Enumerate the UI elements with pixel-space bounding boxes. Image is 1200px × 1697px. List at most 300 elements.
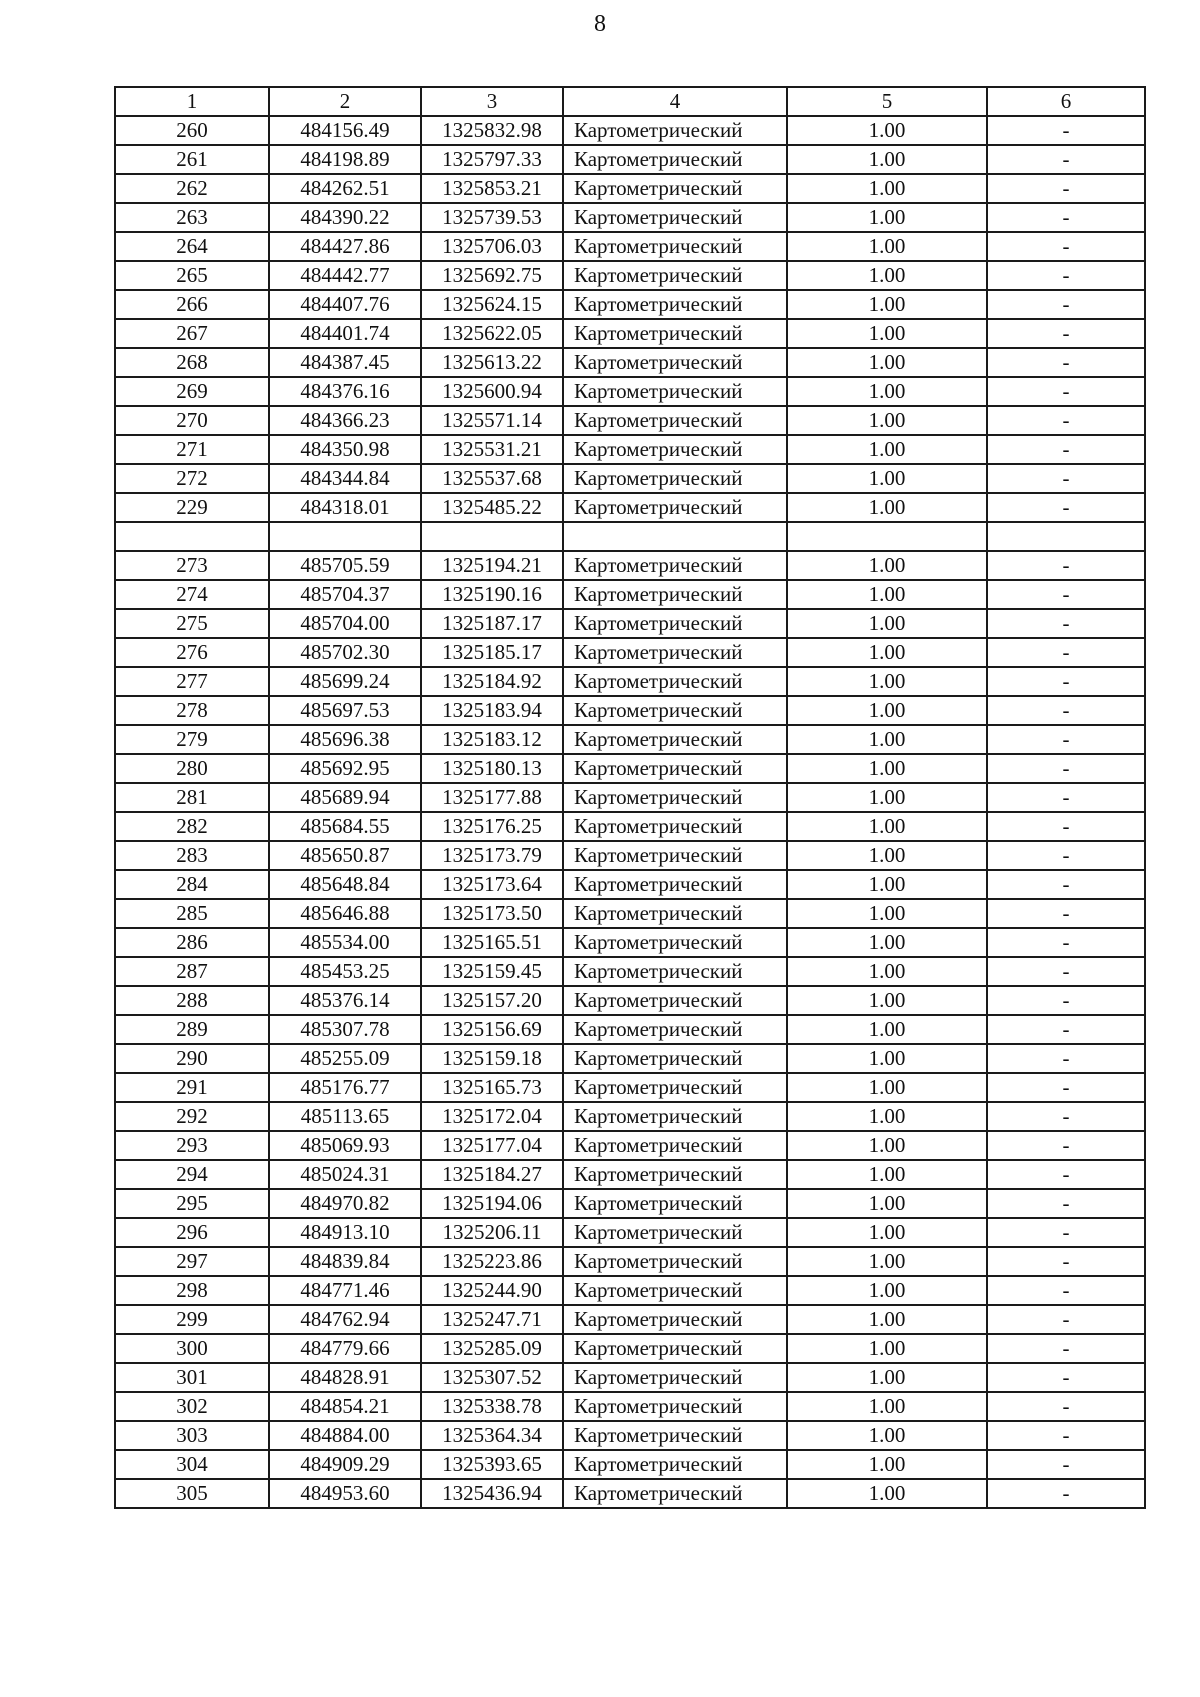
table-row — [115, 725, 1145, 754]
point-number-cell: 291 — [115, 1073, 269, 1102]
table-row — [115, 1363, 1145, 1392]
table-row — [115, 1305, 1145, 1334]
point-number-cell: 297 — [115, 1247, 269, 1276]
y-coordinate-cell — [421, 522, 563, 551]
y-coordinate-cell: 1325247.71 — [421, 1305, 563, 1334]
table-body — [115, 116, 1145, 1508]
method-cell: Картометрический — [563, 551, 787, 580]
y-coordinate-cell: 1325706.03 — [421, 232, 563, 261]
note-cell: - — [987, 1102, 1145, 1131]
point-number-cell: 304 — [115, 1450, 269, 1479]
table-row — [115, 783, 1145, 812]
point-number-cell: 295 — [115, 1189, 269, 1218]
y-coordinate-cell: 1325157.20 — [421, 986, 563, 1015]
y-coordinate-cell: 1325190.16 — [421, 580, 563, 609]
point-number-cell: 299 — [115, 1305, 269, 1334]
x-coordinate-cell: 484828.91 — [269, 1363, 421, 1392]
method-cell: Картометрический — [563, 145, 787, 174]
note-cell: - — [987, 1044, 1145, 1073]
method-cell: Картометрический — [563, 406, 787, 435]
x-coordinate-cell: 485176.77 — [269, 1073, 421, 1102]
y-coordinate-cell: 1325156.69 — [421, 1015, 563, 1044]
x-coordinate-cell: 485705.59 — [269, 551, 421, 580]
y-coordinate-cell: 1325692.75 — [421, 261, 563, 290]
y-coordinate-cell: 1325531.21 — [421, 435, 563, 464]
page-number: 8 — [594, 11, 606, 37]
table-row — [115, 203, 1145, 232]
accuracy-cell: 1.00 — [787, 348, 987, 377]
point-number-cell: 273 — [115, 551, 269, 580]
method-cell: Картометрический — [563, 1189, 787, 1218]
table-row — [115, 609, 1145, 638]
accuracy-cell: 1.00 — [787, 928, 987, 957]
method-cell: Картометрический — [563, 435, 787, 464]
note-cell: - — [987, 928, 1145, 957]
point-number-cell: 262 — [115, 174, 269, 203]
header-cell-6: 6 — [987, 87, 1145, 116]
x-coordinate-cell: 484387.45 — [269, 348, 421, 377]
point-number-cell: 263 — [115, 203, 269, 232]
y-coordinate-cell: 1325624.15 — [421, 290, 563, 319]
table-row — [115, 957, 1145, 986]
point-number-cell: 271 — [115, 435, 269, 464]
accuracy-cell: 1.00 — [787, 725, 987, 754]
note-cell: - — [987, 1305, 1145, 1334]
accuracy-cell: 1.00 — [787, 580, 987, 609]
note-cell: - — [987, 1421, 1145, 1450]
table-row — [115, 232, 1145, 261]
point-number-cell: 265 — [115, 261, 269, 290]
note-cell: - — [987, 1160, 1145, 1189]
accuracy-cell: 1.00 — [787, 870, 987, 899]
x-coordinate-cell: 485648.84 — [269, 870, 421, 899]
method-cell: Картометрический — [563, 1073, 787, 1102]
method-cell: Картометрический — [563, 1102, 787, 1131]
point-number-cell: 293 — [115, 1131, 269, 1160]
x-coordinate-cell: 484156.49 — [269, 116, 421, 145]
note-cell: - — [987, 1392, 1145, 1421]
table-row — [115, 290, 1145, 319]
accuracy-cell: 1.00 — [787, 696, 987, 725]
method-cell: Картометрический — [563, 1305, 787, 1334]
y-coordinate-cell: 1325571.14 — [421, 406, 563, 435]
x-coordinate-cell: 484771.46 — [269, 1276, 421, 1305]
accuracy-cell: 1.00 — [787, 232, 987, 261]
accuracy-cell: 1.00 — [787, 1044, 987, 1073]
note-cell: - — [987, 783, 1145, 812]
x-coordinate-cell: 485307.78 — [269, 1015, 421, 1044]
y-coordinate-cell: 1325537.68 — [421, 464, 563, 493]
point-number-cell: 294 — [115, 1160, 269, 1189]
point-number-cell: 277 — [115, 667, 269, 696]
accuracy-cell: 1.00 — [787, 1247, 987, 1276]
point-number-cell: 272 — [115, 464, 269, 493]
method-cell: Картометрический — [563, 1276, 787, 1305]
method-cell: Картометрический — [563, 174, 787, 203]
y-coordinate-cell: 1325832.98 — [421, 116, 563, 145]
note-cell: - — [987, 609, 1145, 638]
point-number-cell: 285 — [115, 899, 269, 928]
table-row — [115, 812, 1145, 841]
method-cell: Картометрический — [563, 870, 787, 899]
x-coordinate-cell: 484762.94 — [269, 1305, 421, 1334]
table-row — [115, 1160, 1145, 1189]
x-coordinate-cell: 485692.95 — [269, 754, 421, 783]
table-header — [115, 87, 1145, 116]
accuracy-cell: 1.00 — [787, 609, 987, 638]
coordinates-table — [114, 86, 1146, 1509]
y-coordinate-cell: 1325206.11 — [421, 1218, 563, 1247]
method-cell: Картометрический — [563, 957, 787, 986]
table-row — [115, 1450, 1145, 1479]
method-cell: Картометрический — [563, 348, 787, 377]
method-cell: Картометрический — [563, 1160, 787, 1189]
accuracy-cell: 1.00 — [787, 493, 987, 522]
table-row — [115, 435, 1145, 464]
note-cell: - — [987, 1479, 1145, 1508]
accuracy-cell: 1.00 — [787, 1102, 987, 1131]
x-coordinate-cell: 484366.23 — [269, 406, 421, 435]
table-row — [115, 464, 1145, 493]
method-cell: Картометрический — [563, 493, 787, 522]
point-number-cell: 281 — [115, 783, 269, 812]
note-cell: - — [987, 1131, 1145, 1160]
note-cell: - — [987, 435, 1145, 464]
header-cell-5: 5 — [787, 87, 987, 116]
accuracy-cell: 1.00 — [787, 667, 987, 696]
table-row — [115, 1044, 1145, 1073]
point-number-cell: 264 — [115, 232, 269, 261]
accuracy-cell: 1.00 — [787, 754, 987, 783]
x-coordinate-cell — [269, 522, 421, 551]
method-cell: Картометрический — [563, 261, 787, 290]
y-coordinate-cell: 1325183.12 — [421, 725, 563, 754]
point-number-cell: 266 — [115, 290, 269, 319]
method-cell: Картометрический — [563, 638, 787, 667]
point-number-cell: 279 — [115, 725, 269, 754]
x-coordinate-cell: 485069.93 — [269, 1131, 421, 1160]
x-coordinate-cell: 485534.00 — [269, 928, 421, 957]
accuracy-cell: 1.00 — [787, 986, 987, 1015]
table-row — [115, 696, 1145, 725]
accuracy-cell: 1.00 — [787, 1131, 987, 1160]
table-row — [115, 754, 1145, 783]
note-cell: - — [987, 1247, 1145, 1276]
point-number-cell: 298 — [115, 1276, 269, 1305]
table-row — [115, 841, 1145, 870]
accuracy-cell: 1.00 — [787, 319, 987, 348]
accuracy-cell: 1.00 — [787, 174, 987, 203]
y-coordinate-cell: 1325307.52 — [421, 1363, 563, 1392]
y-coordinate-cell: 1325173.50 — [421, 899, 563, 928]
method-cell: Картометрический — [563, 1363, 787, 1392]
accuracy-cell: 1.00 — [787, 203, 987, 232]
table-row — [115, 551, 1145, 580]
accuracy-cell: 1.00 — [787, 406, 987, 435]
x-coordinate-cell: 485696.38 — [269, 725, 421, 754]
point-number-cell: 296 — [115, 1218, 269, 1247]
accuracy-cell: 1.00 — [787, 1160, 987, 1189]
method-cell: Картометрический — [563, 1218, 787, 1247]
header-cell-1: 1 — [115, 87, 269, 116]
y-coordinate-cell: 1325173.79 — [421, 841, 563, 870]
point-number-cell: 292 — [115, 1102, 269, 1131]
accuracy-cell: 1.00 — [787, 1305, 987, 1334]
note-cell: - — [987, 841, 1145, 870]
table-row — [115, 1189, 1145, 1218]
table-row — [115, 899, 1145, 928]
y-coordinate-cell: 1325853.21 — [421, 174, 563, 203]
method-cell: Картометрический — [563, 754, 787, 783]
note-cell: - — [987, 899, 1145, 928]
y-coordinate-cell: 1325177.04 — [421, 1131, 563, 1160]
accuracy-cell: 1.00 — [787, 783, 987, 812]
note-cell: - — [987, 232, 1145, 261]
point-number-cell: 284 — [115, 870, 269, 899]
point-number-cell: 278 — [115, 696, 269, 725]
table-row — [115, 870, 1145, 899]
method-cell: Картометрический — [563, 203, 787, 232]
x-coordinate-cell: 484350.98 — [269, 435, 421, 464]
point-number-cell: 289 — [115, 1015, 269, 1044]
point-number-cell: 267 — [115, 319, 269, 348]
method-cell: Картометрический — [563, 1247, 787, 1276]
point-number-cell: 305 — [115, 1479, 269, 1508]
accuracy-cell: 1.00 — [787, 145, 987, 174]
table-row — [115, 638, 1145, 667]
accuracy-cell: 1.00 — [787, 841, 987, 870]
note-cell: - — [987, 406, 1145, 435]
y-coordinate-cell: 1325244.90 — [421, 1276, 563, 1305]
table-row — [115, 1421, 1145, 1450]
y-coordinate-cell: 1325285.09 — [421, 1334, 563, 1363]
point-number-cell: 290 — [115, 1044, 269, 1073]
accuracy-cell: 1.00 — [787, 1479, 987, 1508]
x-coordinate-cell: 484854.21 — [269, 1392, 421, 1421]
method-cell: Картометрический — [563, 725, 787, 754]
table-row — [115, 1131, 1145, 1160]
x-coordinate-cell: 485699.24 — [269, 667, 421, 696]
point-number-cell: 261 — [115, 145, 269, 174]
accuracy-cell: 1.00 — [787, 1073, 987, 1102]
method-cell: Картометрический — [563, 696, 787, 725]
table-row — [115, 348, 1145, 377]
point-number-cell: 301 — [115, 1363, 269, 1392]
method-cell: Картометрический — [563, 812, 787, 841]
note-cell: - — [987, 1218, 1145, 1247]
note-cell: - — [987, 986, 1145, 1015]
point-number-cell: 288 — [115, 986, 269, 1015]
point-number-cell: 229 — [115, 493, 269, 522]
y-coordinate-cell: 1325194.06 — [421, 1189, 563, 1218]
accuracy-cell: 1.00 — [787, 290, 987, 319]
y-coordinate-cell: 1325194.21 — [421, 551, 563, 580]
accuracy-cell: 1.00 — [787, 464, 987, 493]
y-coordinate-cell: 1325364.34 — [421, 1421, 563, 1450]
method-cell: Картометрический — [563, 1131, 787, 1160]
x-coordinate-cell: 484953.60 — [269, 1479, 421, 1508]
y-coordinate-cell: 1325613.22 — [421, 348, 563, 377]
x-coordinate-cell: 485650.87 — [269, 841, 421, 870]
method-cell: Картометрический — [563, 1392, 787, 1421]
note-cell: - — [987, 812, 1145, 841]
accuracy-cell: 1.00 — [787, 957, 987, 986]
x-coordinate-cell: 485702.30 — [269, 638, 421, 667]
x-coordinate-cell: 484427.86 — [269, 232, 421, 261]
point-number-cell: 282 — [115, 812, 269, 841]
x-coordinate-cell: 484318.01 — [269, 493, 421, 522]
y-coordinate-cell: 1325393.65 — [421, 1450, 563, 1479]
table-row — [115, 493, 1145, 522]
y-coordinate-cell: 1325436.94 — [421, 1479, 563, 1508]
x-coordinate-cell: 484884.00 — [269, 1421, 421, 1450]
method-cell: Картометрический — [563, 580, 787, 609]
y-coordinate-cell: 1325223.86 — [421, 1247, 563, 1276]
x-coordinate-cell: 485376.14 — [269, 986, 421, 1015]
point-number-cell: 274 — [115, 580, 269, 609]
method-cell: Картометрический — [563, 1421, 787, 1450]
point-number-cell: 269 — [115, 377, 269, 406]
table-row — [115, 1479, 1145, 1508]
point-number-cell — [115, 522, 269, 551]
method-cell: Картометрический — [563, 377, 787, 406]
point-number-cell: 303 — [115, 1421, 269, 1450]
accuracy-cell: 1.00 — [787, 1015, 987, 1044]
accuracy-cell: 1.00 — [787, 1363, 987, 1392]
y-coordinate-cell: 1325622.05 — [421, 319, 563, 348]
method-cell: Картометрический — [563, 783, 787, 812]
table-row — [115, 319, 1145, 348]
header-row — [115, 87, 1145, 116]
x-coordinate-cell: 484407.76 — [269, 290, 421, 319]
header-cell-2: 2 — [269, 87, 421, 116]
method-cell: Картометрический — [563, 1334, 787, 1363]
y-coordinate-cell: 1325159.18 — [421, 1044, 563, 1073]
note-cell: - — [987, 1450, 1145, 1479]
y-coordinate-cell: 1325173.64 — [421, 870, 563, 899]
table-row — [115, 1102, 1145, 1131]
note-cell: - — [987, 725, 1145, 754]
y-coordinate-cell: 1325176.25 — [421, 812, 563, 841]
accuracy-cell: 1.00 — [787, 435, 987, 464]
note-cell: - — [987, 203, 1145, 232]
x-coordinate-cell: 484442.77 — [269, 261, 421, 290]
method-cell: Картометрический — [563, 667, 787, 696]
note-cell: - — [987, 145, 1145, 174]
x-coordinate-cell: 485255.09 — [269, 1044, 421, 1073]
table-row — [115, 116, 1145, 145]
note-cell: - — [987, 551, 1145, 580]
accuracy-cell: 1.00 — [787, 638, 987, 667]
accuracy-cell: 1.00 — [787, 1276, 987, 1305]
accuracy-cell: 1.00 — [787, 1392, 987, 1421]
y-coordinate-cell: 1325485.22 — [421, 493, 563, 522]
point-number-cell: 268 — [115, 348, 269, 377]
accuracy-cell: 1.00 — [787, 377, 987, 406]
method-cell: Картометрический — [563, 1044, 787, 1073]
table-row — [115, 1334, 1145, 1363]
x-coordinate-cell: 485646.88 — [269, 899, 421, 928]
note-cell: - — [987, 754, 1145, 783]
method-cell: Картометрический — [563, 1479, 787, 1508]
point-number-cell: 302 — [115, 1392, 269, 1421]
x-coordinate-cell: 485684.55 — [269, 812, 421, 841]
table-row — [115, 1073, 1145, 1102]
x-coordinate-cell: 484401.74 — [269, 319, 421, 348]
x-coordinate-cell: 485024.31 — [269, 1160, 421, 1189]
method-cell: Картометрический — [563, 319, 787, 348]
note-cell: - — [987, 1363, 1145, 1392]
note-cell: - — [987, 1189, 1145, 1218]
point-number-cell: 270 — [115, 406, 269, 435]
accuracy-cell: 1.00 — [787, 812, 987, 841]
y-coordinate-cell: 1325184.92 — [421, 667, 563, 696]
method-cell: Картометрический — [563, 841, 787, 870]
note-cell — [987, 522, 1145, 551]
accuracy-cell — [787, 522, 987, 551]
table-row — [115, 406, 1145, 435]
point-number-cell: 260 — [115, 116, 269, 145]
method-cell: Картометрический — [563, 116, 787, 145]
table-row — [115, 522, 1145, 551]
table-row — [115, 145, 1145, 174]
note-cell: - — [987, 870, 1145, 899]
accuracy-cell: 1.00 — [787, 1450, 987, 1479]
x-coordinate-cell: 484262.51 — [269, 174, 421, 203]
point-number-cell: 275 — [115, 609, 269, 638]
x-coordinate-cell: 484909.29 — [269, 1450, 421, 1479]
method-cell: Картометрический — [563, 609, 787, 638]
y-coordinate-cell: 1325338.78 — [421, 1392, 563, 1421]
y-coordinate-cell: 1325177.88 — [421, 783, 563, 812]
x-coordinate-cell: 485704.00 — [269, 609, 421, 638]
note-cell: - — [987, 174, 1145, 203]
table-row — [115, 1392, 1145, 1421]
accuracy-cell: 1.00 — [787, 1189, 987, 1218]
x-coordinate-cell: 485704.37 — [269, 580, 421, 609]
note-cell: - — [987, 261, 1145, 290]
note-cell: - — [987, 957, 1145, 986]
accuracy-cell: 1.00 — [787, 1421, 987, 1450]
note-cell: - — [987, 1334, 1145, 1363]
point-number-cell: 280 — [115, 754, 269, 783]
method-cell: Картометрический — [563, 464, 787, 493]
table-row — [115, 1276, 1145, 1305]
accuracy-cell: 1.00 — [787, 899, 987, 928]
table-row — [115, 580, 1145, 609]
accuracy-cell: 1.00 — [787, 1218, 987, 1247]
note-cell: - — [987, 319, 1145, 348]
method-cell: Картометрический — [563, 899, 787, 928]
note-cell: - — [987, 1276, 1145, 1305]
table-row — [115, 174, 1145, 203]
y-coordinate-cell: 1325172.04 — [421, 1102, 563, 1131]
accuracy-cell: 1.00 — [787, 261, 987, 290]
x-coordinate-cell: 484376.16 — [269, 377, 421, 406]
table-row — [115, 986, 1145, 1015]
table-row — [115, 1247, 1145, 1276]
y-coordinate-cell: 1325185.17 — [421, 638, 563, 667]
y-coordinate-cell: 1325739.53 — [421, 203, 563, 232]
table-row — [115, 261, 1145, 290]
method-cell — [563, 522, 787, 551]
y-coordinate-cell: 1325159.45 — [421, 957, 563, 986]
note-cell: - — [987, 493, 1145, 522]
note-cell: - — [987, 696, 1145, 725]
x-coordinate-cell: 484390.22 — [269, 203, 421, 232]
method-cell: Картометрический — [563, 290, 787, 319]
method-cell: Картометрический — [563, 232, 787, 261]
